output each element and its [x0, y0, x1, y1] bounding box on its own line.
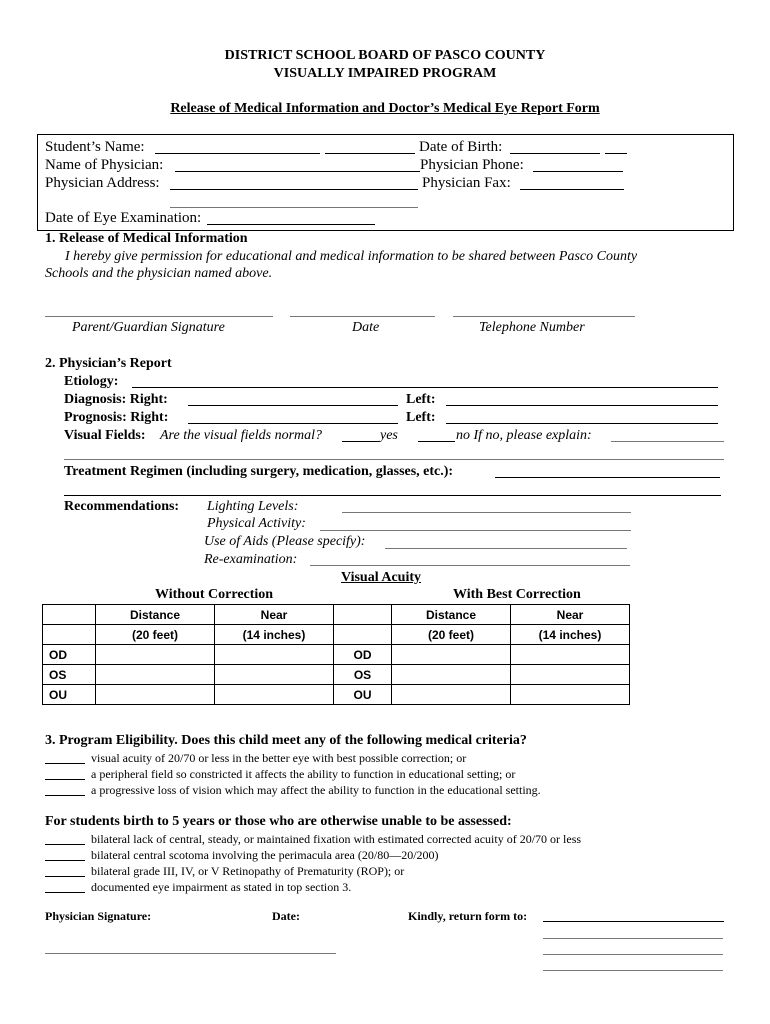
exam-date-label: Date of Eye Examination:: [45, 210, 202, 226]
col-feet-bc: (20 feet): [392, 625, 511, 645]
release-text-2: Schools and the physician named above.: [45, 266, 273, 281]
diagnosis-left-label: Left:: [406, 392, 436, 407]
acuity-cell[interactable]: [511, 685, 630, 705]
dob-label: Date of Birth:: [419, 139, 503, 155]
criteria-item: a peripheral field so constricted it affects the ability to function in educational setting; or: [91, 767, 516, 781]
release-heading: 1. Release of Medical Information: [45, 231, 248, 246]
acuity-cell[interactable]: [43, 625, 96, 645]
release-text-1: I hereby give permission for educational and medical information to be shared between Pasco County: [65, 249, 638, 264]
physician-address-field[interactable]: [170, 189, 418, 190]
col-inches-bc: (14 inches): [511, 625, 630, 645]
col-distance-bc: Distance: [392, 605, 511, 625]
birth-criteria-item: documented eye impairment as stated in top section 3.: [91, 880, 352, 894]
visual-acuity-table: [42, 604, 630, 705]
reexam-label: Re-examination:: [204, 552, 298, 567]
lighting-label: Lighting Levels:: [207, 499, 299, 514]
with-correction-label: With Best Correction: [453, 587, 581, 602]
row-od: OD: [43, 645, 96, 665]
physician-phone-field[interactable]: [533, 171, 623, 172]
row-ou: OU: [43, 685, 96, 705]
student-name-label: Student’s Name:: [45, 139, 145, 155]
visual-fields-explain-field[interactable]: [611, 441, 724, 442]
birth-criteria-item: bilateral grade III, IV, or V Retinopathy of Prematurity (ROP); or: [91, 864, 405, 878]
physical-activity-label: Physical Activity:: [207, 516, 306, 531]
guardian-signature-field[interactable]: [45, 316, 273, 317]
birth-criteria-item: bilateral lack of central, steady, or maintained fixation with estimated corrected acuity of 20/70 or less: [91, 832, 582, 846]
reexam-field[interactable]: [310, 565, 630, 566]
visual-fields-no-label: no If no, please explain:: [456, 428, 592, 443]
without-correction-label: Without Correction: [155, 587, 274, 602]
program-name: VISUALLY IMPAIRED PROGRAM: [273, 66, 497, 81]
treatment-field-2[interactable]: [64, 495, 721, 496]
student-name-field-2[interactable]: [325, 153, 415, 154]
guardian-signature-label: Parent/Guardian Signature: [72, 320, 225, 335]
visual-fields-no-field[interactable]: [418, 441, 455, 442]
visual-fields-yes-field[interactable]: [342, 441, 379, 442]
birth-criteria-item: bilateral central scotoma involving the perimacula area (20/80—20/200): [91, 848, 439, 862]
physician-signature-label: Physician Signature:: [45, 909, 152, 923]
physician-fax-field[interactable]: [520, 189, 624, 190]
acuity-cell[interactable]: [96, 665, 215, 685]
birth-criteria-check[interactable]: [45, 892, 85, 893]
physician-signature-field[interactable]: [45, 953, 336, 954]
recommendations-label: Recommendations:: [64, 499, 180, 514]
visual-acuity-title: Visual Acuity: [341, 570, 421, 585]
col-near-bc: Near: [511, 605, 630, 625]
acuity-cell[interactable]: [215, 685, 334, 705]
student-name-field[interactable]: [155, 153, 320, 154]
row-od-bc: OD: [334, 645, 392, 665]
physician-name-label: Name of Physician:: [45, 157, 164, 173]
acuity-cell[interactable]: [392, 685, 511, 705]
acuity-cell[interactable]: [392, 665, 511, 685]
prognosis-right-field[interactable]: [188, 423, 398, 424]
visual-fields-explain-field-2[interactable]: [64, 459, 724, 460]
col-feet: (20 feet): [96, 625, 215, 645]
diagnosis-right-label: Diagnosis: Right:: [64, 392, 168, 407]
form-title: Release of Medical Information and Doctor’s Medical Eye Report Form: [170, 101, 600, 116]
prognosis-right-label: Prognosis: Right:: [64, 410, 169, 425]
visual-fields-label: Visual Fields:: [64, 428, 146, 443]
acuity-cell[interactable]: [392, 645, 511, 665]
acuity-cell[interactable]: [215, 645, 334, 665]
aids-field[interactable]: [385, 548, 627, 549]
physician-phone-label: Physician Phone:: [420, 157, 524, 173]
release-phone-label: Telephone Number: [479, 320, 585, 335]
prognosis-left-field[interactable]: [446, 423, 718, 424]
col-distance: Distance: [96, 605, 215, 625]
report-heading: 2. Physician’s Report: [45, 356, 172, 371]
release-date-label: Date: [352, 320, 380, 335]
physical-activity-field[interactable]: [320, 530, 631, 531]
return-field-2[interactable]: [543, 938, 723, 939]
etiology-field[interactable]: [132, 387, 718, 388]
acuity-cell[interactable]: [96, 645, 215, 665]
criteria-check[interactable]: [45, 763, 85, 764]
birth-criteria-check[interactable]: [45, 860, 85, 861]
acuity-cell[interactable]: [96, 685, 215, 705]
return-field[interactable]: [543, 921, 724, 922]
acuity-cell[interactable]: [511, 665, 630, 685]
eligibility-heading: 3. Program Eligibility. Does this child meet any of the following medical criteria?: [45, 733, 527, 748]
etiology-label: Etiology:: [64, 374, 119, 389]
criteria-item: visual acuity of 20/70 or less in the better eye with best possible correction; or: [91, 751, 467, 765]
criteria-item: a progressive loss of vision which may affect the ability to function in the educational setting.: [91, 783, 541, 797]
acuity-cell[interactable]: [215, 665, 334, 685]
birth-criteria-check[interactable]: [45, 844, 85, 845]
physician-name-field[interactable]: [175, 171, 420, 172]
prognosis-left-label: Left:: [406, 410, 436, 425]
dob-field-2[interactable]: [605, 153, 627, 154]
district-name: DISTRICT SCHOOL BOARD OF PASCO COUNTY: [224, 48, 546, 63]
aids-label: Use of Aids (Please specify):: [204, 534, 366, 549]
physician-address-label: Physician Address:: [45, 175, 160, 191]
visual-fields-yes-label: yes: [380, 428, 398, 443]
return-field-4[interactable]: [543, 970, 723, 971]
birth-criteria-check[interactable]: [45, 876, 85, 877]
acuity-cell[interactable]: [334, 605, 392, 625]
footer-date-label: Date:: [272, 909, 300, 923]
diagnosis-left-field[interactable]: [446, 405, 718, 406]
physician-address-field-2[interactable]: [170, 207, 418, 208]
acuity-cell[interactable]: [334, 625, 392, 645]
release-phone-field[interactable]: [453, 316, 635, 317]
col-near: Near: [215, 605, 334, 625]
acuity-cell[interactable]: [511, 645, 630, 665]
exam-date-field[interactable]: [207, 224, 375, 225]
lighting-field[interactable]: [342, 512, 631, 513]
col-inches: (14 inches): [215, 625, 334, 645]
visual-fields-question: Are the visual fields normal?: [160, 428, 323, 443]
criteria-check[interactable]: [45, 779, 85, 780]
dob-field[interactable]: [510, 153, 600, 154]
row-os-bc: OS: [334, 665, 392, 685]
treatment-field[interactable]: [495, 477, 720, 478]
physician-fax-label: Physician Fax:: [422, 175, 511, 191]
criteria-check[interactable]: [45, 795, 85, 796]
acuity-cell[interactable]: [43, 605, 96, 625]
row-os: OS: [43, 665, 96, 685]
return-label: Kindly, return form to:: [408, 909, 528, 923]
release-date-field[interactable]: [290, 316, 435, 317]
diagnosis-right-field[interactable]: [188, 405, 398, 406]
row-ou-bc: OU: [334, 685, 392, 705]
birth-heading: For students birth to 5 years or those who are otherwise unable to be assessed:: [45, 814, 512, 829]
treatment-label: Treatment Regimen (including surgery, medication, glasses, etc.):: [64, 464, 454, 479]
return-field-3[interactable]: [543, 954, 723, 955]
